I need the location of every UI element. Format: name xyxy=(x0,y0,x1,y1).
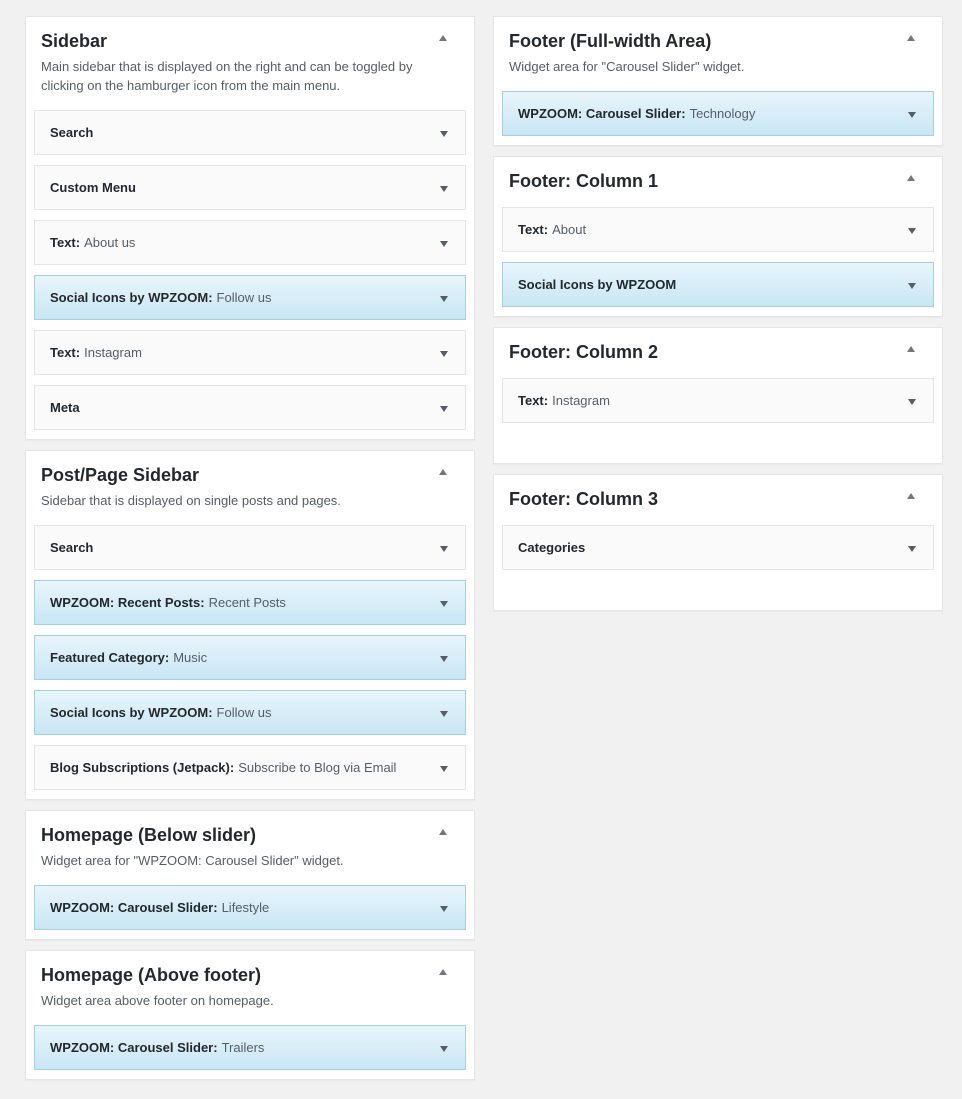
expand-arrow-down-icon[interactable] xyxy=(439,130,449,138)
widget-instance-title: Follow us xyxy=(216,705,272,720)
widget-areas-right-column xyxy=(493,16,943,621)
widget-instance-title: About us xyxy=(84,235,136,250)
collapse-arrow-up-icon[interactable] xyxy=(902,342,920,356)
expand-arrow-down-icon[interactable] xyxy=(907,545,917,553)
widget-list xyxy=(34,870,466,930)
widget-type-label: WPZOOM: Carousel Slider: xyxy=(50,1040,218,1055)
expand-arrow-down-icon[interactable] xyxy=(907,282,917,290)
widget-list xyxy=(502,511,934,570)
widget-area-header[interactable] xyxy=(502,328,934,364)
widget-area-footer-column-2 xyxy=(493,327,943,464)
widget-social-icons-by-wpzoom-follow-us[interactable] xyxy=(34,690,466,735)
widget-wpzoom-carousel-slider-lifestyle[interactable] xyxy=(34,885,466,930)
widget-area-title: Homepage (Above footer) xyxy=(41,965,262,985)
expand-arrow-down-icon[interactable] xyxy=(907,227,917,235)
widget-name xyxy=(50,400,80,415)
widget-name xyxy=(50,705,271,720)
expand-arrow-down-icon[interactable] xyxy=(439,185,449,193)
widget-instance-title: Technology xyxy=(689,106,756,121)
widget-type-label: Text: xyxy=(518,222,549,237)
widget-name xyxy=(50,595,286,610)
widget-name xyxy=(50,900,269,915)
widget-type-label: Custom Menu xyxy=(50,180,136,195)
widget-instance-title: Subscribe to Blog via Email xyxy=(238,760,397,775)
widget-search[interactable] xyxy=(34,525,466,570)
widget-type-label: Search xyxy=(50,125,94,140)
widget-area-title: Post/Page Sidebar xyxy=(41,465,200,485)
widget-area-description: Widget area for "Carousel Slider" widget. xyxy=(509,59,745,74)
expand-arrow-down-icon[interactable] xyxy=(439,350,449,358)
widget-instance-title: Instagram xyxy=(84,345,142,360)
widget-list xyxy=(34,95,466,430)
widget-instance-title: Lifestyle xyxy=(221,900,270,915)
widget-instance-title: Follow us xyxy=(216,290,272,305)
widget-name xyxy=(518,393,610,408)
widget-meta[interactable] xyxy=(34,385,466,430)
widget-type-label: Featured Category: xyxy=(50,650,170,665)
widget-area-homepage-below-slider xyxy=(25,810,475,940)
widget-name xyxy=(50,180,136,195)
widget-name xyxy=(50,235,135,250)
widget-text-instagram[interactable] xyxy=(502,378,934,423)
widget-list xyxy=(34,1010,466,1070)
collapse-arrow-up-icon[interactable] xyxy=(902,31,920,45)
widget-name xyxy=(50,760,396,775)
expand-arrow-down-icon[interactable] xyxy=(439,905,449,913)
widget-name xyxy=(518,222,586,237)
expand-arrow-down-icon[interactable] xyxy=(439,710,449,718)
collapse-arrow-up-icon[interactable] xyxy=(434,825,452,839)
widget-custom-menu[interactable] xyxy=(34,165,466,210)
widget-type-label: Search xyxy=(50,540,94,555)
widget-wpzoom-carousel-slider-technology[interactable] xyxy=(502,91,934,136)
widget-name xyxy=(50,1040,264,1055)
widget-featured-category-music[interactable] xyxy=(34,635,466,680)
widget-area-homepage-above-footer xyxy=(25,950,475,1080)
widget-type-label: Text: xyxy=(50,235,81,250)
widget-area-header[interactable] xyxy=(34,17,466,53)
widget-type-label: WPZOOM: Carousel Slider: xyxy=(518,106,686,121)
widget-type-label: Text: xyxy=(518,393,549,408)
widget-type-label: Social Icons by WPZOOM: xyxy=(50,290,213,305)
collapse-arrow-up-icon[interactable] xyxy=(434,465,452,479)
widget-area-title: Footer: Column 2 xyxy=(509,342,658,362)
widget-list xyxy=(34,510,466,790)
widget-type-label: Meta xyxy=(50,400,80,415)
widget-instance-title: About xyxy=(552,222,587,237)
widget-area-header[interactable] xyxy=(502,17,934,53)
widget-area-description: Widget area above footer on homepage. xyxy=(41,993,274,1008)
widget-instance-title: Trailers xyxy=(221,1040,265,1055)
widget-wpzoom-carousel-slider-trailers[interactable] xyxy=(34,1025,466,1070)
widget-name xyxy=(50,650,207,665)
widget-type-label: Blog Subscriptions (Jetpack): xyxy=(50,760,235,775)
widget-area-header[interactable] xyxy=(502,475,934,511)
widget-areas-left-column xyxy=(25,16,475,1090)
widget-area-title: Footer (Full-width Area) xyxy=(509,31,712,51)
collapse-arrow-up-icon[interactable] xyxy=(902,489,920,503)
widget-area-title: Homepage (Below slider) xyxy=(41,825,257,845)
widget-categories[interactable] xyxy=(502,525,934,570)
widget-instance-title: Music xyxy=(173,650,208,665)
collapse-arrow-up-icon[interactable] xyxy=(902,171,920,185)
widget-name xyxy=(518,540,585,555)
widget-text-about-us[interactable] xyxy=(34,220,466,265)
widget-type-label: Social Icons by WPZOOM: xyxy=(50,705,213,720)
widget-name xyxy=(50,345,142,360)
widget-name xyxy=(50,125,93,140)
widget-social-icons-by-wpzoom-follow-us[interactable] xyxy=(34,275,466,320)
expand-arrow-down-icon[interactable] xyxy=(439,295,449,303)
widget-instance-title: Instagram xyxy=(552,393,610,408)
widget-name xyxy=(50,290,271,305)
widget-area-footer-column-1 xyxy=(493,156,943,317)
widget-search[interactable] xyxy=(34,110,466,155)
widget-area-footer-column-3 xyxy=(493,474,943,611)
expand-arrow-down-icon[interactable] xyxy=(439,600,449,608)
widget-name xyxy=(50,540,93,555)
expand-arrow-down-icon[interactable] xyxy=(439,765,449,773)
widget-blog-subscriptions-jetpack-subscribe-to-blog-via-email[interactable] xyxy=(34,745,466,790)
widget-type-label: Social Icons by WPZOOM xyxy=(518,277,677,292)
widget-area-header[interactable] xyxy=(34,451,466,487)
widget-name xyxy=(518,106,755,121)
widget-area-header[interactable] xyxy=(34,811,466,847)
widget-list xyxy=(502,76,934,136)
widget-type-label: WPZOOM: Recent Posts: xyxy=(50,595,205,610)
widget-instance-title: Recent Posts xyxy=(208,595,286,610)
widget-list xyxy=(502,364,934,423)
widget-area-footer-full-width-area xyxy=(493,16,943,146)
expand-arrow-down-icon[interactable] xyxy=(439,1045,449,1053)
widget-list xyxy=(502,193,934,307)
widget-area-description: Main sidebar that is displayed on the right and can be toggled by clicking on the hamburger icon from the main menu. xyxy=(41,59,413,93)
expand-arrow-down-icon[interactable] xyxy=(439,655,449,663)
widget-area-header[interactable] xyxy=(502,157,934,193)
widget-area-description: Sidebar that is displayed on single posts and pages. xyxy=(41,493,341,508)
widget-area-title: Sidebar xyxy=(41,31,108,51)
expand-arrow-down-icon[interactable] xyxy=(439,545,449,553)
expand-arrow-down-icon[interactable] xyxy=(439,405,449,413)
widget-area-header[interactable] xyxy=(34,951,466,987)
widget-area-title: Footer: Column 3 xyxy=(509,489,658,509)
collapse-arrow-up-icon[interactable] xyxy=(434,965,452,979)
widget-name xyxy=(518,277,676,292)
expand-arrow-down-icon[interactable] xyxy=(907,398,917,406)
widget-type-label: WPZOOM: Carousel Slider: xyxy=(50,900,218,915)
expand-arrow-down-icon[interactable] xyxy=(439,240,449,248)
widget-area-sidebar xyxy=(25,16,475,440)
widget-text-about[interactable] xyxy=(502,207,934,252)
widget-social-icons-by-wpzoom[interactable] xyxy=(502,262,934,307)
widget-type-label: Text: xyxy=(50,345,81,360)
widget-area-title: Footer: Column 1 xyxy=(509,171,658,191)
expand-arrow-down-icon[interactable] xyxy=(907,111,917,119)
widget-type-label: Categories xyxy=(518,540,586,555)
widget-area-post-page-sidebar xyxy=(25,450,475,800)
widget-area-description: Widget area for "WPZOOM: Carousel Slider" widget. xyxy=(41,853,344,868)
widget-text-instagram[interactable] xyxy=(34,330,466,375)
collapse-arrow-up-icon[interactable] xyxy=(434,31,452,45)
widget-wpzoom-recent-posts-recent-posts[interactable] xyxy=(34,580,466,625)
